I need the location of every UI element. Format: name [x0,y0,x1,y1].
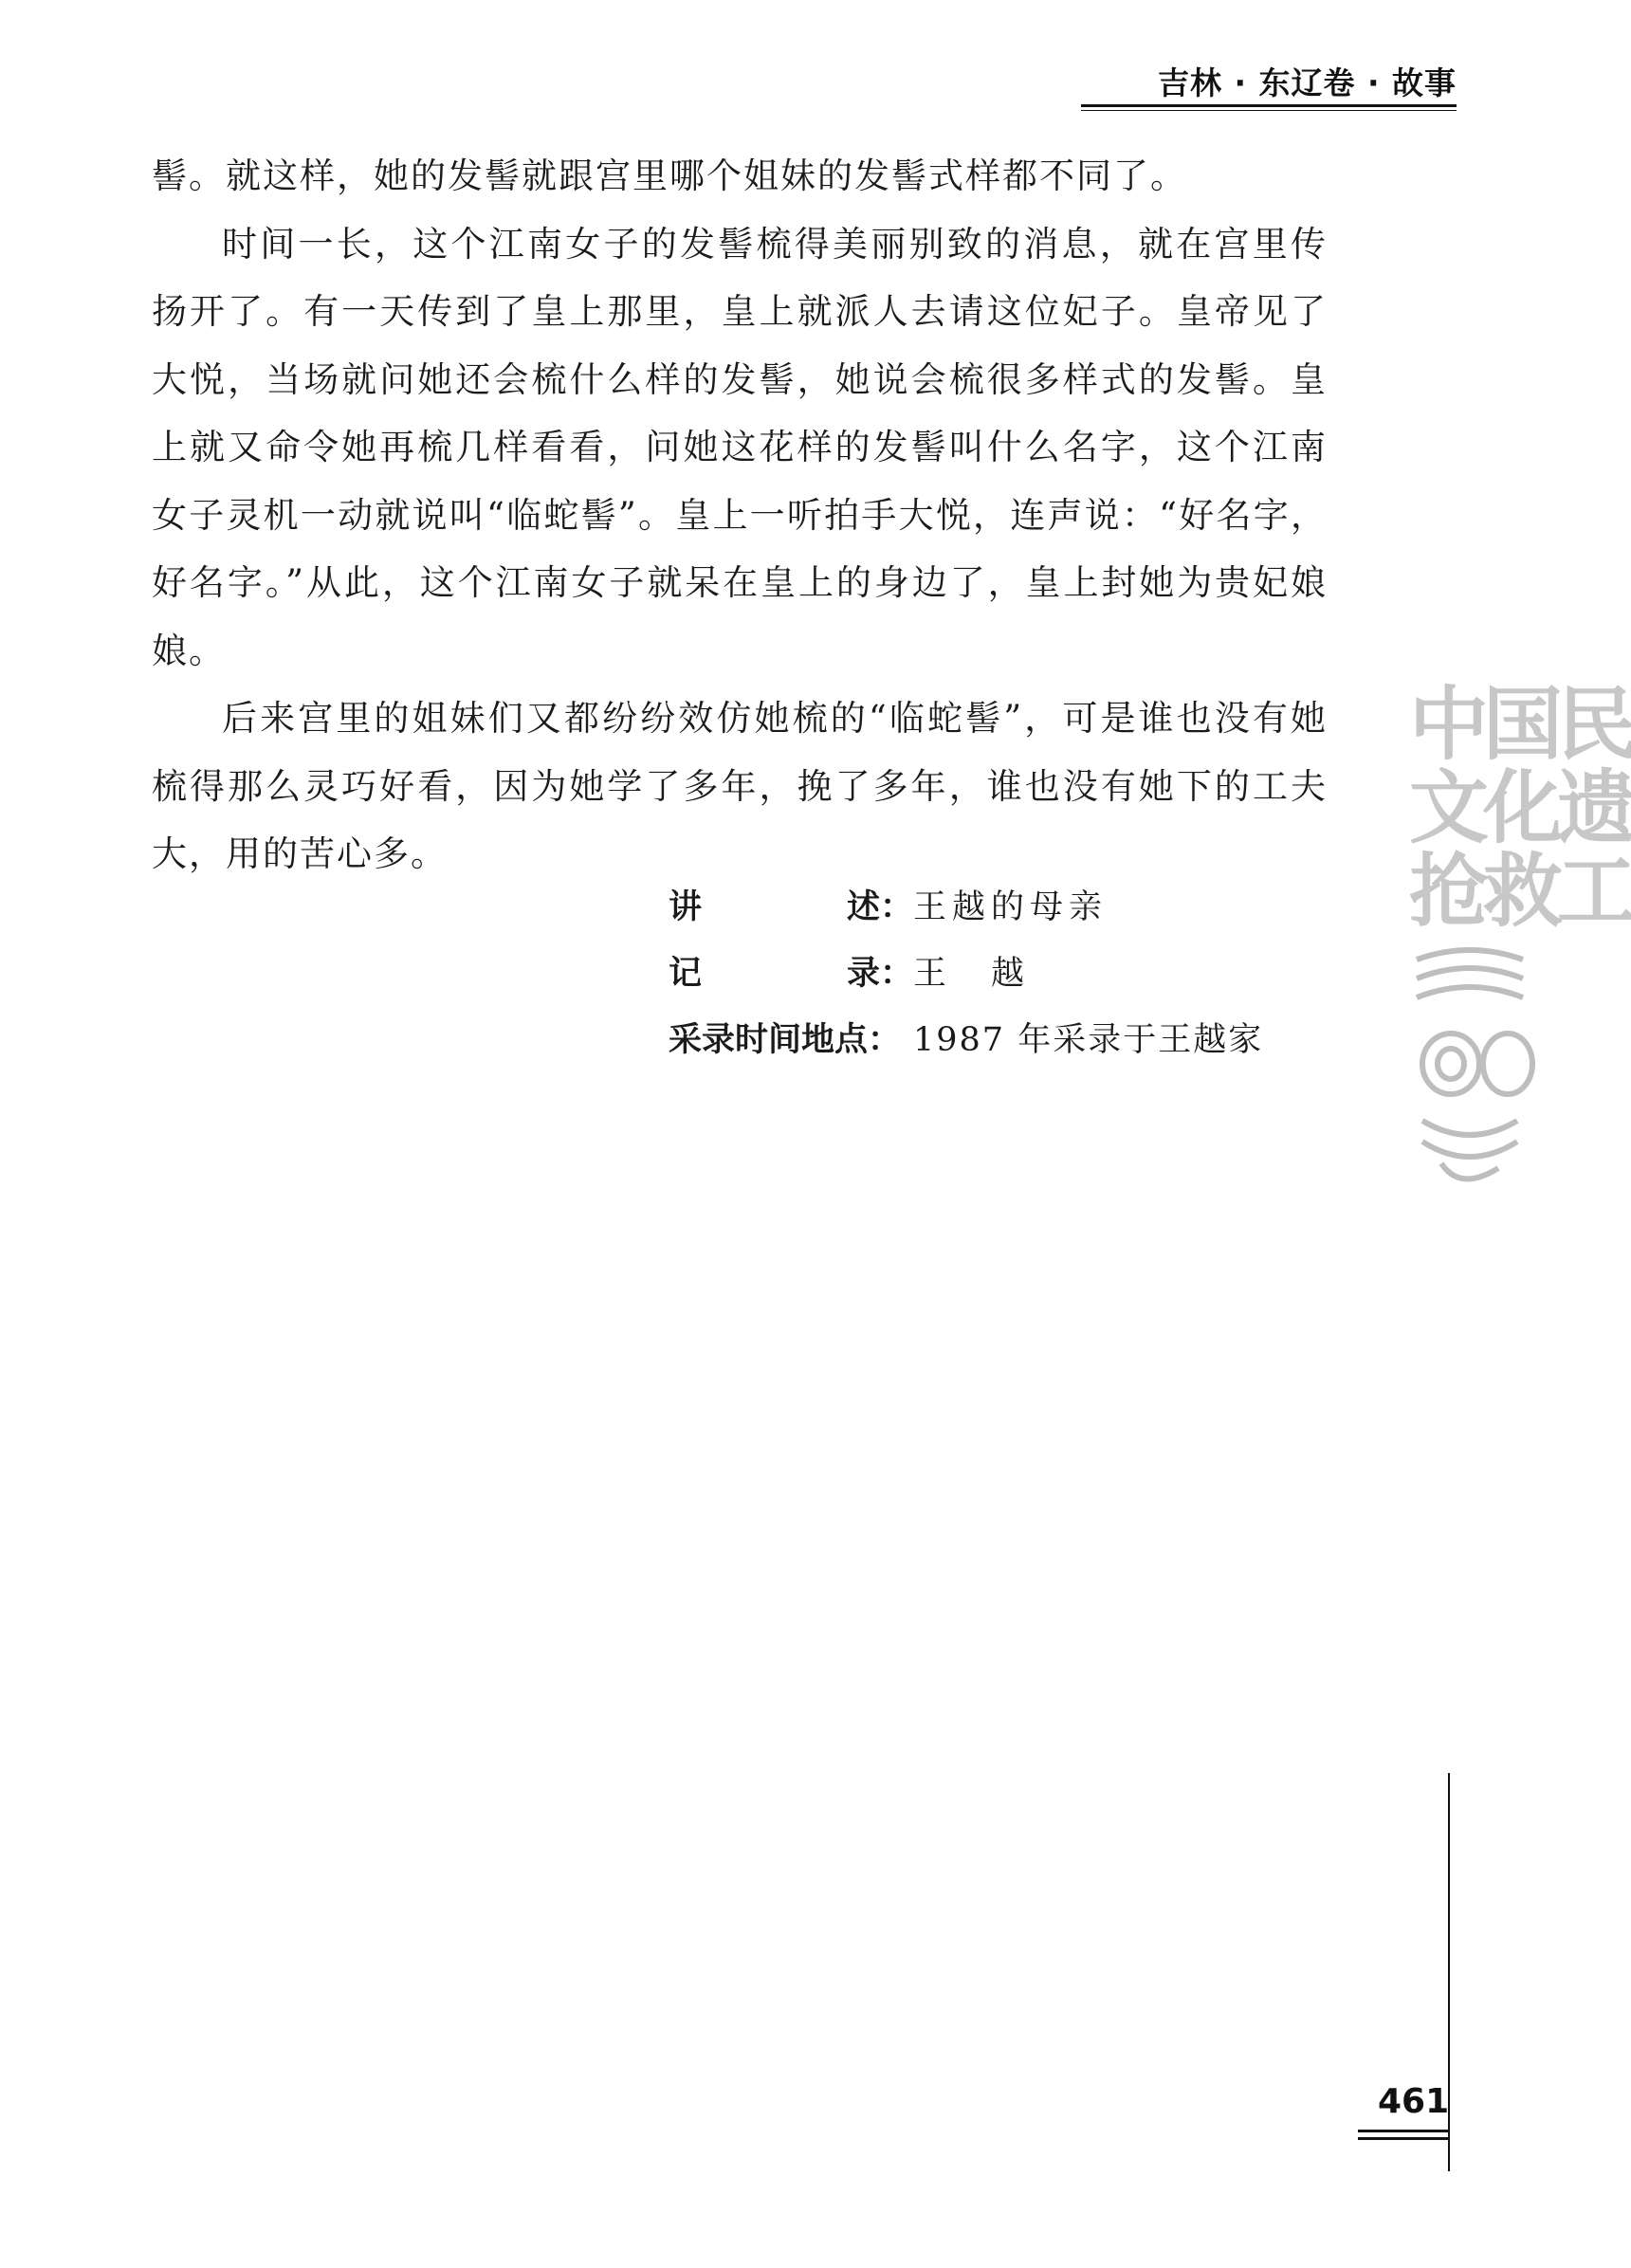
recorder-label-b: 录： [846,955,913,993]
credit-narrator-value: 王越的母亲 [913,888,1109,926]
narrator-label-b: 述： [846,888,913,926]
credit-recorder-label [669,941,913,1007]
side-deco-line-3: 抢救工 [1409,844,1631,938]
credit-narrator [669,874,1263,941]
paragraph-2: 时间一长，这个江南女子的发髻梳得美丽别致的消息，就在宫里传扬开了。有一天传到了皇上那里，皇上就派人去请这位妃子。皇帝见了大悦，当场就问她还会梳什么样的发髻，她说会梳很多样式的发髻。皇上就又命令她再梳几样看看，问她这花样的发髻叫什么名字，这个江南女子灵机一动就说叫“临蛇髻”。皇上一听拍手大悦，连声说：“好名字，好名字。”从此，这个江南女子就呆在皇上的身边了，皇上封她为贵妃娘娘。 [152,223,1328,671]
narrator-label-a: 讲 [669,888,703,926]
page-number-rule [1358,2130,1449,2132]
credit-narrator-label [669,874,913,941]
paragraph-3: 后来宫里的姐妹们又都纷纷效仿她梳的“临蛇髻”，可是谁也没有她梳得那么灵巧好看，因为她学了多年，挽了多年，谁也没有她下的工夫大，用的苦心多。 [152,698,1328,874]
credit-time-place-value: 1987 年采录于王越家 [913,1021,1264,1059]
side-decoration [1409,677,1631,1195]
recorder-label-a: 记 [669,955,703,993]
running-header: 吉林 · 东辽卷 · 故事 [1157,64,1457,101]
story-body [152,142,1328,888]
paragraph-1: 髻。就这样，她的发髻就跟宫里哪个姐妹的发髻式样都不同了。 [152,155,1187,196]
page-number: 461 [1378,2082,1450,2121]
credit-recorder [669,941,1263,1007]
header-rule-thin [1081,110,1457,111]
header-rule [1081,104,1457,107]
credit-time-place [669,1007,1263,1073]
credit-recorder-value: 王 越 [913,955,1031,993]
credits-block [669,874,1263,1073]
side-deco-line-2: 文化遗 [1409,760,1631,854]
side-deco-line-1: 中国民 [1409,677,1631,771]
credit-time-place-label: 采录时间地点： [669,1021,902,1059]
page-number-rule-2 [1358,2137,1449,2140]
mask-ornament-icon [1413,941,1523,1197]
